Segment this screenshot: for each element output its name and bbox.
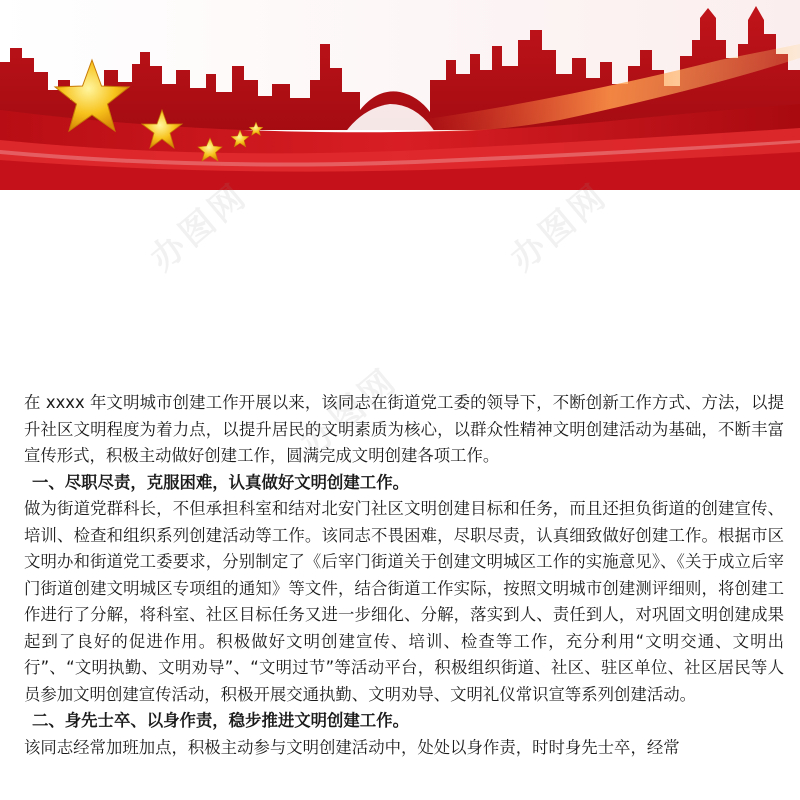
watermark: 办图网 <box>292 360 406 465</box>
document-body <box>24 390 784 761</box>
paragraph: 做为街道党群科长，不但承担科室和结对北安门社区文明创建目标和任务，而且还担负街道的创建宣传、培训、检查和组织系列创建活动等工作。该同志不畏困难，尽职尽责，认真细致做好创建工作。根据市区文明办和街道党工委要求，分别制定了《后宰门街道关于创建文明城区工作的实施意见》、《关于成立后宰门街道创建文明城区专项组的通知》等文件，结合街道工作实际，按照文明城市创建测评细则，将创建工作进行了分解，将科室、社区目标任务又进一步细化、分解，落实到人、责任到人，对巩固文明创建成果起到了良好的促进作用。积极做好文明创建宣传、培训、检查等工作，充分利用“文明交通、文明出行”、“文明执勤、文明劝导”、“文明过节”等活动平台，积极组织街道、社区、驻区单位、社区居民等人员参加文明创建宣传活动，积极开展交通执勤、文明劝导、文明礼仪常识宣等系列创建活动。 <box>24 499 784 704</box>
watermark: 办图网 <box>142 175 256 280</box>
header-banner <box>0 0 800 190</box>
section-heading: 一、尽职尽责，克服困难，认真做好文明创建工作。 <box>32 472 409 492</box>
watermark: 办图网 <box>502 175 616 280</box>
paragraph: 在 xxxx 年文明城市创建工作开展以来，该同志在街道党工委的领导下，不断创新工作方式、方法，以提升社区文明程度为着力点，以提升居民的文明素质为核心，以群众性精神文明创建活动为基础，不断丰富宣传形式，积极主动做好创建工作，圆满完成文明创建各项工作。 <box>24 393 784 465</box>
section-heading: 二、身先士卒、以身作责，稳步推进文明创建工作。 <box>32 711 409 730</box>
paragraph: 该同志经常加班加点，积极主动参与文明创建活动中，处处以身作责，时时身先士卒，经常 <box>24 737 680 757</box>
